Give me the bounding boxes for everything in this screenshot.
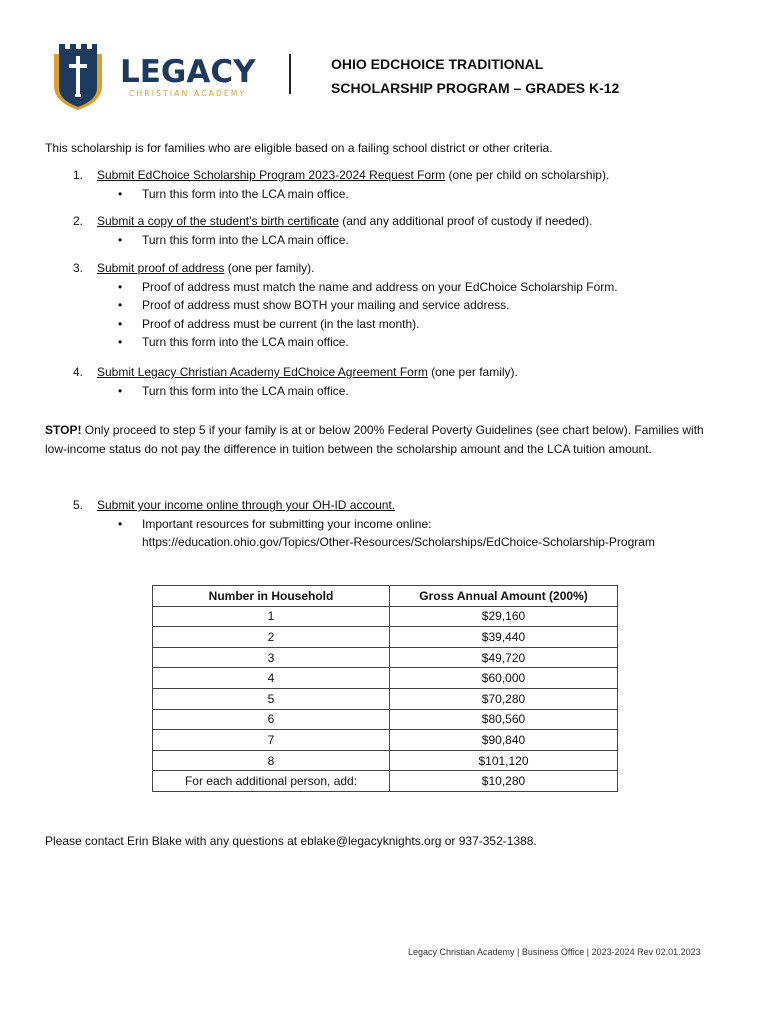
amount-cell: $29,160 (390, 606, 618, 627)
household-cell: 6 (153, 709, 390, 730)
bullet-item: • Proof of address must match the name and address on your EdChoice Scholarship Form. (73, 278, 618, 297)
step-3-link[interactable]: Submit proof of address (97, 261, 225, 275)
legacy-logo (50, 40, 265, 112)
amount-cell: $80,560 (390, 709, 618, 730)
logo-wordmark: LEGACY (120, 54, 256, 90)
table-row (153, 668, 618, 689)
page-title (331, 52, 619, 100)
header-divider (289, 54, 291, 94)
amount-cell: $70,280 (390, 688, 618, 709)
household-cell: 3 (153, 647, 390, 668)
step-5-link[interactable]: Submit your income online through your OH-ID account. (97, 498, 396, 512)
step-1-note: (one per child on scholarship). (445, 168, 610, 182)
bullet-item: • Proof of address must show BOTH your mailing and service address. (73, 296, 618, 315)
amount-cell: $90,840 (390, 730, 618, 751)
bullet-item: • Turn this form into the LCA main office. (73, 333, 618, 352)
stop-text: Only proceed to step 5 if your family is at or below 200% Federal Poverty Guidelines (see chart below). Families with low-income status do not pay the difference in tuition between the scholarship amount and the LCA tuition amount. (45, 423, 704, 456)
bullet-item: • Important resources for submitting your income online: (73, 515, 655, 534)
step-5 (73, 496, 655, 552)
household-cell: 8 (153, 750, 390, 771)
step-1-link[interactable]: Submit EdChoice Scholarship Program 2023-2024 Request Form (97, 168, 446, 182)
page-footer: Legacy Christian Academy | Business Office | 2023-2024 Rev 02.01.2023 (408, 947, 701, 957)
table-row (153, 730, 618, 751)
table-row (153, 627, 618, 648)
table-row (153, 647, 618, 668)
amount-cell: $49,720 (390, 647, 618, 668)
bullet-item: • Turn this form into the LCA main office. (73, 185, 609, 204)
poverty-guidelines-table (152, 585, 618, 792)
step-2-link[interactable]: Submit a copy of the student’s birth certificate (97, 214, 339, 228)
stop-label: STOP! (45, 423, 82, 437)
amount-cell: $101,120 (390, 750, 618, 771)
title-line-1: OHIO EDCHOICE TRADITIONAL (331, 56, 544, 72)
amount-cell: $60,000 (390, 668, 618, 689)
table-row (153, 709, 618, 730)
column-header: Gross Annual Amount (200%) (390, 586, 618, 607)
step-4 (73, 363, 518, 400)
title-line-2: SCHOLARSHIP PROGRAM – GRADES K-12 (331, 80, 620, 96)
step-3 (73, 259, 618, 352)
amount-cell: $10,280 (390, 771, 618, 792)
resource-url[interactable]: https://education.ohio.gov/Topics/Other-Resources/Scholarships/EdChoice-Scholarship-Program (142, 535, 655, 549)
step-number: 4. (73, 365, 84, 379)
step-4-note: (one per family). (427, 365, 518, 379)
step-4-link[interactable]: Submit Legacy Christian Academy EdChoice Agreement Form (97, 365, 428, 379)
household-cell: 1 (153, 606, 390, 627)
step-2-note: (and any additional proof of custody if needed). (338, 214, 593, 228)
step-number: 5. (73, 498, 84, 512)
intro-text: This scholarship is for families who are eligible based on a failing school district or other criteria. (45, 141, 553, 155)
logo-subtitle: CHRISTIAN ACADEMY (129, 89, 247, 98)
bullet-item: • Turn this form into the LCA main office. (73, 382, 518, 401)
step-number: 3. (73, 261, 84, 275)
contact-text: Please contact Erin Blake with any questions at eblake@legacyknights.org or 937-352-1388. (45, 834, 537, 848)
bullet-item: • Proof of address must be current (in the last month). (73, 315, 618, 334)
step-3-note: (one per family). (224, 261, 315, 275)
step-number: 2. (73, 214, 84, 228)
household-cell: For each additional person, add: (153, 771, 390, 792)
table-row (153, 750, 618, 771)
stop-notice (45, 421, 715, 459)
table-row (153, 771, 618, 792)
household-cell: 4 (153, 668, 390, 689)
amount-cell: $39,440 (390, 627, 618, 648)
step-1 (73, 166, 609, 203)
column-header: Number in Household (153, 586, 390, 607)
step-2 (73, 212, 592, 249)
table-header-row (153, 586, 618, 607)
table-row (153, 606, 618, 627)
household-cell: 7 (153, 730, 390, 751)
bullet-item: • Turn this form into the LCA main office. (73, 231, 592, 250)
household-cell: 5 (153, 688, 390, 709)
table-row (153, 688, 618, 709)
step-number: 1. (73, 168, 84, 182)
household-cell: 2 (153, 627, 390, 648)
castle-shield-icon (50, 40, 265, 112)
